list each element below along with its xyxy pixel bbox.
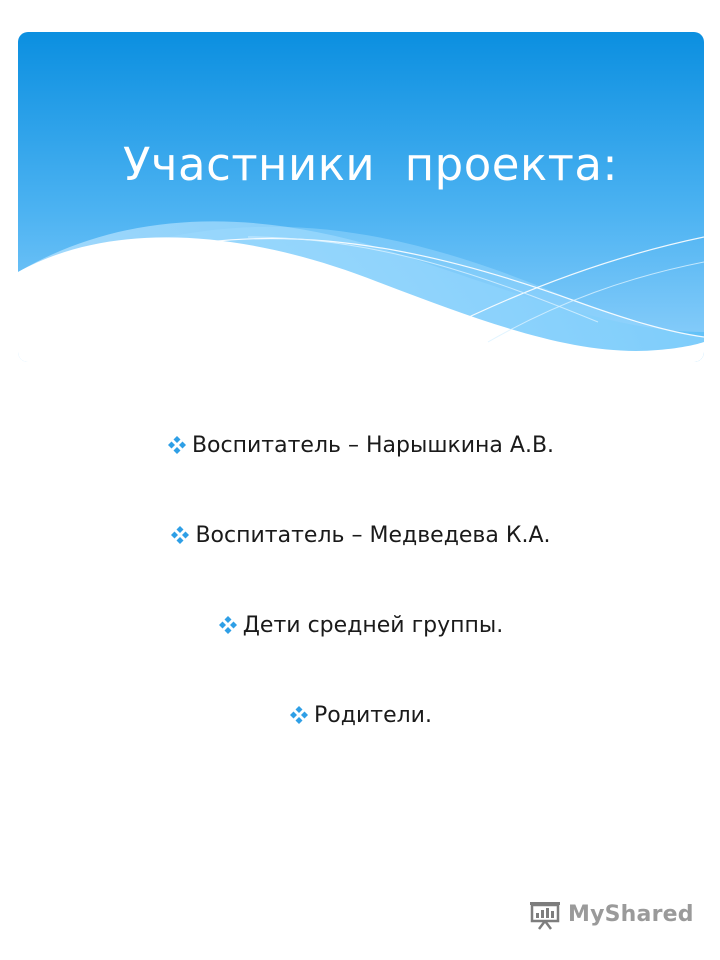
bullet-text: Дети средней группы. <box>242 612 504 638</box>
diamond-cluster-icon <box>166 434 188 456</box>
header-banner <box>18 32 704 362</box>
wave-background <box>18 32 704 362</box>
diamond-cluster-icon <box>169 524 191 546</box>
list-item <box>0 600 720 690</box>
diamond-cluster-icon <box>288 704 310 726</box>
list-item <box>0 510 720 600</box>
slide-title: Участники проекта: <box>123 138 619 191</box>
list-item <box>0 690 720 780</box>
diamond-cluster-icon <box>217 614 239 636</box>
myshared-logo[interactable] <box>528 896 694 932</box>
bullet-text: Воспитатель – Медведева К.А. <box>195 522 551 548</box>
bullet-text: Родители. <box>314 702 432 728</box>
bullet-list <box>0 420 720 780</box>
logo-text: MyShared <box>568 901 694 927</box>
presentation-board-icon <box>528 897 562 931</box>
bullet-text: Воспитатель – Нарышкина А.В. <box>191 432 555 458</box>
list-item <box>0 420 720 510</box>
